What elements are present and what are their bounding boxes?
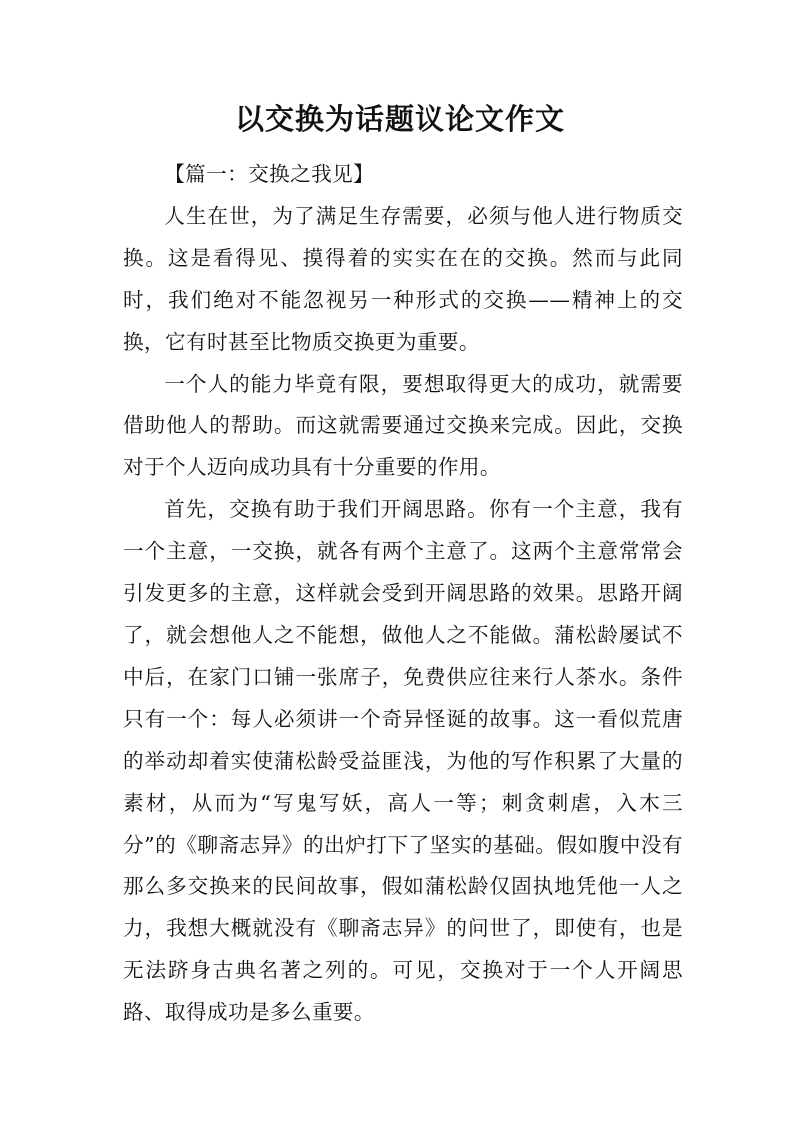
section-heading: 【篇一：交换之我见】 [164, 162, 375, 186]
paragraph-1: 人生在世，为了满足生存需要，必须与他人进行物质交换。这是看得见、摸得着的实实在在的交换。然而与此同时，我们绝对不能忽视另一种形式的交换——精神上的交换，它有时甚至比物质交换更为重要。 [123, 203, 683, 354]
document-title: 以交换为话题议论文作文 [234, 102, 565, 136]
document-body [123, 154, 683, 1034]
paragraph-2: 一个人的能力毕竟有限，要想取得更大的成功，就需要借助他人的帮助。而这就需要通过交换来完成。因此，交换对于个人迈向成功具有十分重要的作用。 [123, 371, 683, 480]
paragraph-3: 首先，交换有助于我们开阔思路。你有一个主意，我有一个主意，一交换，就各有两个主意了。这两个主意常常会引发更多的主意，这样就会受到开阔思路的效果。思路开阔了，就会想他人之不能想，做他人之不能做。蒲松龄屡试不中后，在家门口铺一张席子，免费供应往来行人茶水。条件只有一个：每人必须讲一个奇异怪诞的故事。这一看似荒唐的举动却着实使蒲松龄受益匪浅，为他的写作积累了大量的素材，从而为“写鬼写妖，高人一等；刺贪刺虐，入木三分”的《聊斋志异》的出炉打下了坚实的基础。假如腹中没有那么多交换来的民间故事，假如蒲松龄仅固执地凭他一人之力，我想大概就没有《聊斋志异》的问世了，即使有，也是无法跻身古典名著之列的。可见，交换对于一个人开阔思路、取得成功是多么重要。 [123, 497, 683, 1025]
